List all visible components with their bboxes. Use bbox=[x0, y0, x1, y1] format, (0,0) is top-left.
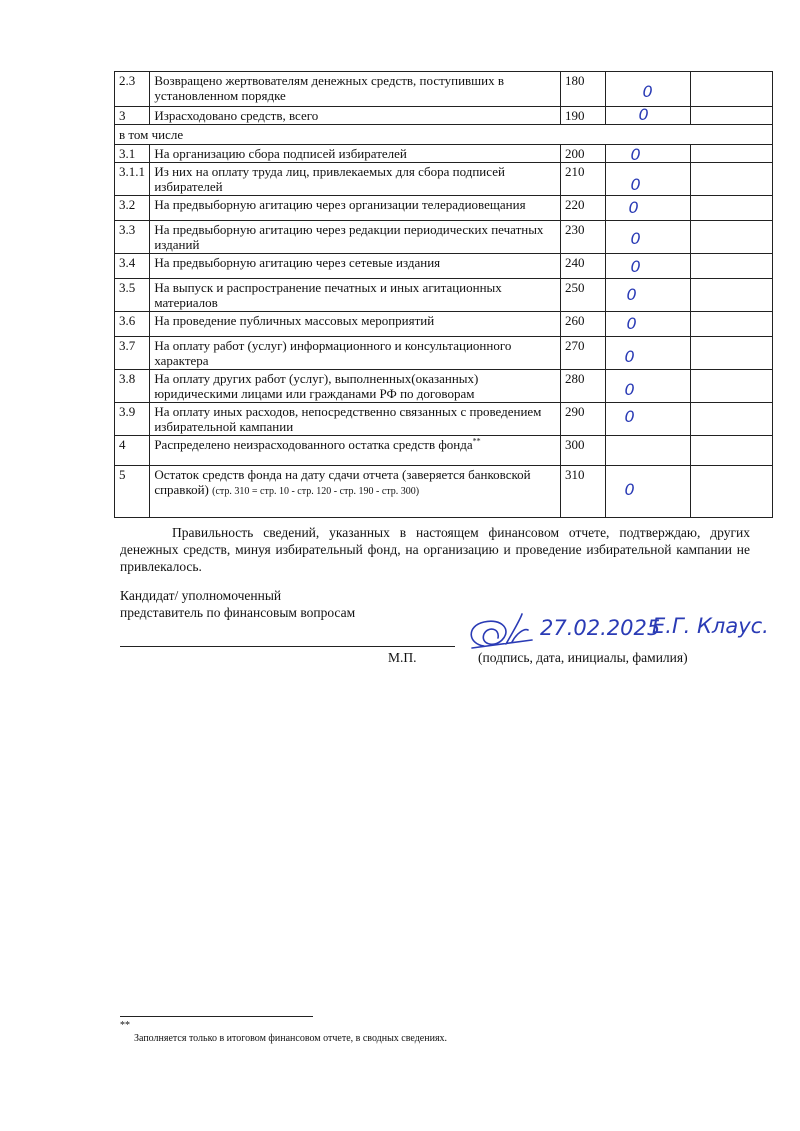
row-name: Распределено неизрасходованного остатка средств фонда bbox=[154, 437, 473, 452]
row-name: На оплату иных расходов, непосредственно связанных с проведением избирательной кампании bbox=[150, 403, 561, 436]
row-number: 3.1 bbox=[115, 145, 150, 163]
row-number: 3.9 bbox=[115, 403, 150, 436]
row-name: На предвыборную агитацию через организации телерадиовещания bbox=[150, 196, 561, 221]
row-note-cell bbox=[691, 72, 773, 107]
row-sum-cell bbox=[606, 279, 691, 312]
table-row bbox=[115, 436, 773, 466]
table-row bbox=[115, 72, 773, 107]
row-code: 240 bbox=[561, 254, 606, 279]
footnote-text: Заполняется только в итоговом финансовом отчете, в сводных сведениях. bbox=[134, 1033, 448, 1044]
row-note-cell bbox=[691, 254, 773, 279]
row-number: 4 bbox=[115, 436, 150, 466]
row-number: 3.6 bbox=[115, 312, 150, 337]
row-sum-cell bbox=[606, 72, 691, 107]
table-row bbox=[115, 163, 773, 196]
row-sum-cell bbox=[606, 145, 691, 163]
table-subheading-row bbox=[115, 125, 773, 145]
row-code: 300 bbox=[561, 436, 606, 466]
row-note-cell bbox=[691, 163, 773, 196]
table-row bbox=[115, 196, 773, 221]
signature-scribble-icon bbox=[462, 608, 542, 662]
row-name: Остаток средств фонда на дату сдачи отчета (заверяется банковской справкой) bbox=[154, 467, 531, 497]
financial-report-table bbox=[114, 71, 773, 518]
table-row bbox=[115, 466, 773, 518]
row-sum-cell bbox=[606, 196, 691, 221]
table-row bbox=[115, 312, 773, 337]
table-row bbox=[115, 403, 773, 436]
handwritten-sum: 0 bbox=[624, 380, 635, 399]
row-name: Израсходовано средств, всего bbox=[150, 107, 561, 125]
row-code: 270 bbox=[561, 337, 606, 370]
row-sum-cell bbox=[606, 370, 691, 403]
row-name: На организацию сбора подписей избирателей bbox=[150, 145, 561, 163]
row-code: 250 bbox=[561, 279, 606, 312]
row-name-cell bbox=[150, 436, 561, 466]
row-sum-cell bbox=[606, 312, 691, 337]
row-name: На оплату других работ (услуг), выполненных(оказанных) юридическими лицами или гражданами РФ по договорам bbox=[150, 370, 561, 403]
confirmation-paragraph: Правильность сведений, указанных в настоящем финансовом отчете, подтверждаю, других денежных средств, минуя избирательный фонд, на организацию и проведение избирательной кампании не привлекалось. bbox=[120, 525, 750, 574]
row-code: 290 bbox=[561, 403, 606, 436]
subheading-label: в том числе bbox=[115, 125, 773, 145]
handwritten-date: 27.02.2025 bbox=[540, 616, 661, 640]
row-number: 3 bbox=[115, 107, 150, 125]
handwritten-name: Е.Г. Клаус. bbox=[652, 614, 769, 638]
row-code: 200 bbox=[561, 145, 606, 163]
row-name: Возвращено жертвователям денежных средств, поступивших в установленном порядке bbox=[150, 72, 561, 107]
row-number: 3.3 bbox=[115, 221, 150, 254]
table-row bbox=[115, 145, 773, 163]
row-note-cell bbox=[691, 403, 773, 436]
row-number: 3.2 bbox=[115, 196, 150, 221]
row-number: 3.8 bbox=[115, 370, 150, 403]
handwritten-sum: 0 bbox=[642, 82, 653, 101]
handwritten-sum: 0 bbox=[630, 257, 641, 276]
row-sum-cell bbox=[606, 436, 691, 466]
row-number: 2.3 bbox=[115, 72, 150, 107]
footnote-mark: ** bbox=[120, 1020, 130, 1031]
row-note-cell bbox=[691, 221, 773, 254]
handwritten-sum: 0 bbox=[626, 314, 637, 333]
row-note-cell bbox=[691, 107, 773, 125]
table-row bbox=[115, 254, 773, 279]
row-name: На предвыборную агитацию через сетевые издания bbox=[150, 254, 561, 279]
handwritten-signature bbox=[462, 608, 792, 662]
handwritten-sum: 0 bbox=[624, 407, 635, 426]
row-sum-cell bbox=[606, 107, 691, 125]
row-sum-cell bbox=[606, 254, 691, 279]
row-note-cell bbox=[691, 466, 773, 518]
row-note-cell bbox=[691, 436, 773, 466]
table-row bbox=[115, 337, 773, 370]
row-number: 3.1.1 bbox=[115, 163, 150, 196]
signatory-line-1: Кандидат/ уполномоченный bbox=[120, 588, 282, 603]
row-formula: (стр. 310 = стр. 10 - стр. 120 - стр. 190 - стр. 300) bbox=[212, 486, 420, 497]
table-row bbox=[115, 107, 773, 125]
handwritten-sum: 0 bbox=[624, 480, 635, 499]
row-code: 280 bbox=[561, 370, 606, 403]
row-name: На предвыборную агитацию через редакции периодических печатных изданий bbox=[150, 221, 561, 254]
table-row bbox=[115, 279, 773, 312]
signature-caption: (подпись, дата, инициалы, фамилия) bbox=[478, 650, 688, 665]
row-sum-cell bbox=[606, 337, 691, 370]
row-code: 180 bbox=[561, 72, 606, 107]
handwritten-sum: 0 bbox=[626, 285, 637, 304]
footnote-reference: ** bbox=[472, 436, 481, 446]
handwritten-sum: 0 bbox=[628, 198, 639, 217]
row-note-cell bbox=[691, 370, 773, 403]
signatory-line-2: представитель по финансовым вопросам bbox=[120, 605, 356, 620]
row-name-cell bbox=[150, 466, 561, 518]
row-sum-cell bbox=[606, 466, 691, 518]
row-note-cell bbox=[691, 145, 773, 163]
row-code: 260 bbox=[561, 312, 606, 337]
row-number: 3.7 bbox=[115, 337, 150, 370]
row-name: На оплату работ (услуг) информационного и консультационного характера bbox=[150, 337, 561, 370]
row-name: Из них на оплату труда лиц, привлекаемых для сбора подписей избирателей bbox=[150, 163, 561, 196]
row-sum-cell bbox=[606, 221, 691, 254]
row-name: На выпуск и распространение печатных и иных агитационных материалов bbox=[150, 279, 561, 312]
handwritten-sum: 0 bbox=[624, 347, 635, 366]
row-code: 210 bbox=[561, 163, 606, 196]
handwritten-sum: 0 bbox=[630, 175, 641, 194]
row-number: 3.4 bbox=[115, 254, 150, 279]
signatory-label bbox=[120, 587, 355, 621]
handwritten-sum: 0 bbox=[638, 105, 649, 124]
row-name: На проведение публичных массовых мероприятий bbox=[150, 312, 561, 337]
handwritten-sum: 0 bbox=[630, 145, 641, 164]
row-number: 3.5 bbox=[115, 279, 150, 312]
row-code: 190 bbox=[561, 107, 606, 125]
seal-label: М.П. bbox=[388, 650, 417, 665]
row-code: 230 bbox=[561, 221, 606, 254]
row-note-cell bbox=[691, 337, 773, 370]
row-sum-cell bbox=[606, 403, 691, 436]
signature-line bbox=[120, 646, 455, 647]
row-sum-cell bbox=[606, 163, 691, 196]
table-row bbox=[115, 221, 773, 254]
row-code: 220 bbox=[561, 196, 606, 221]
row-code: 310 bbox=[561, 466, 606, 518]
row-note-cell bbox=[691, 279, 773, 312]
table-row bbox=[115, 370, 773, 403]
footnote-divider bbox=[120, 1016, 313, 1017]
row-note-cell bbox=[691, 196, 773, 221]
row-note-cell bbox=[691, 312, 773, 337]
handwritten-sum: 0 bbox=[630, 229, 641, 248]
row-number: 5 bbox=[115, 466, 150, 518]
